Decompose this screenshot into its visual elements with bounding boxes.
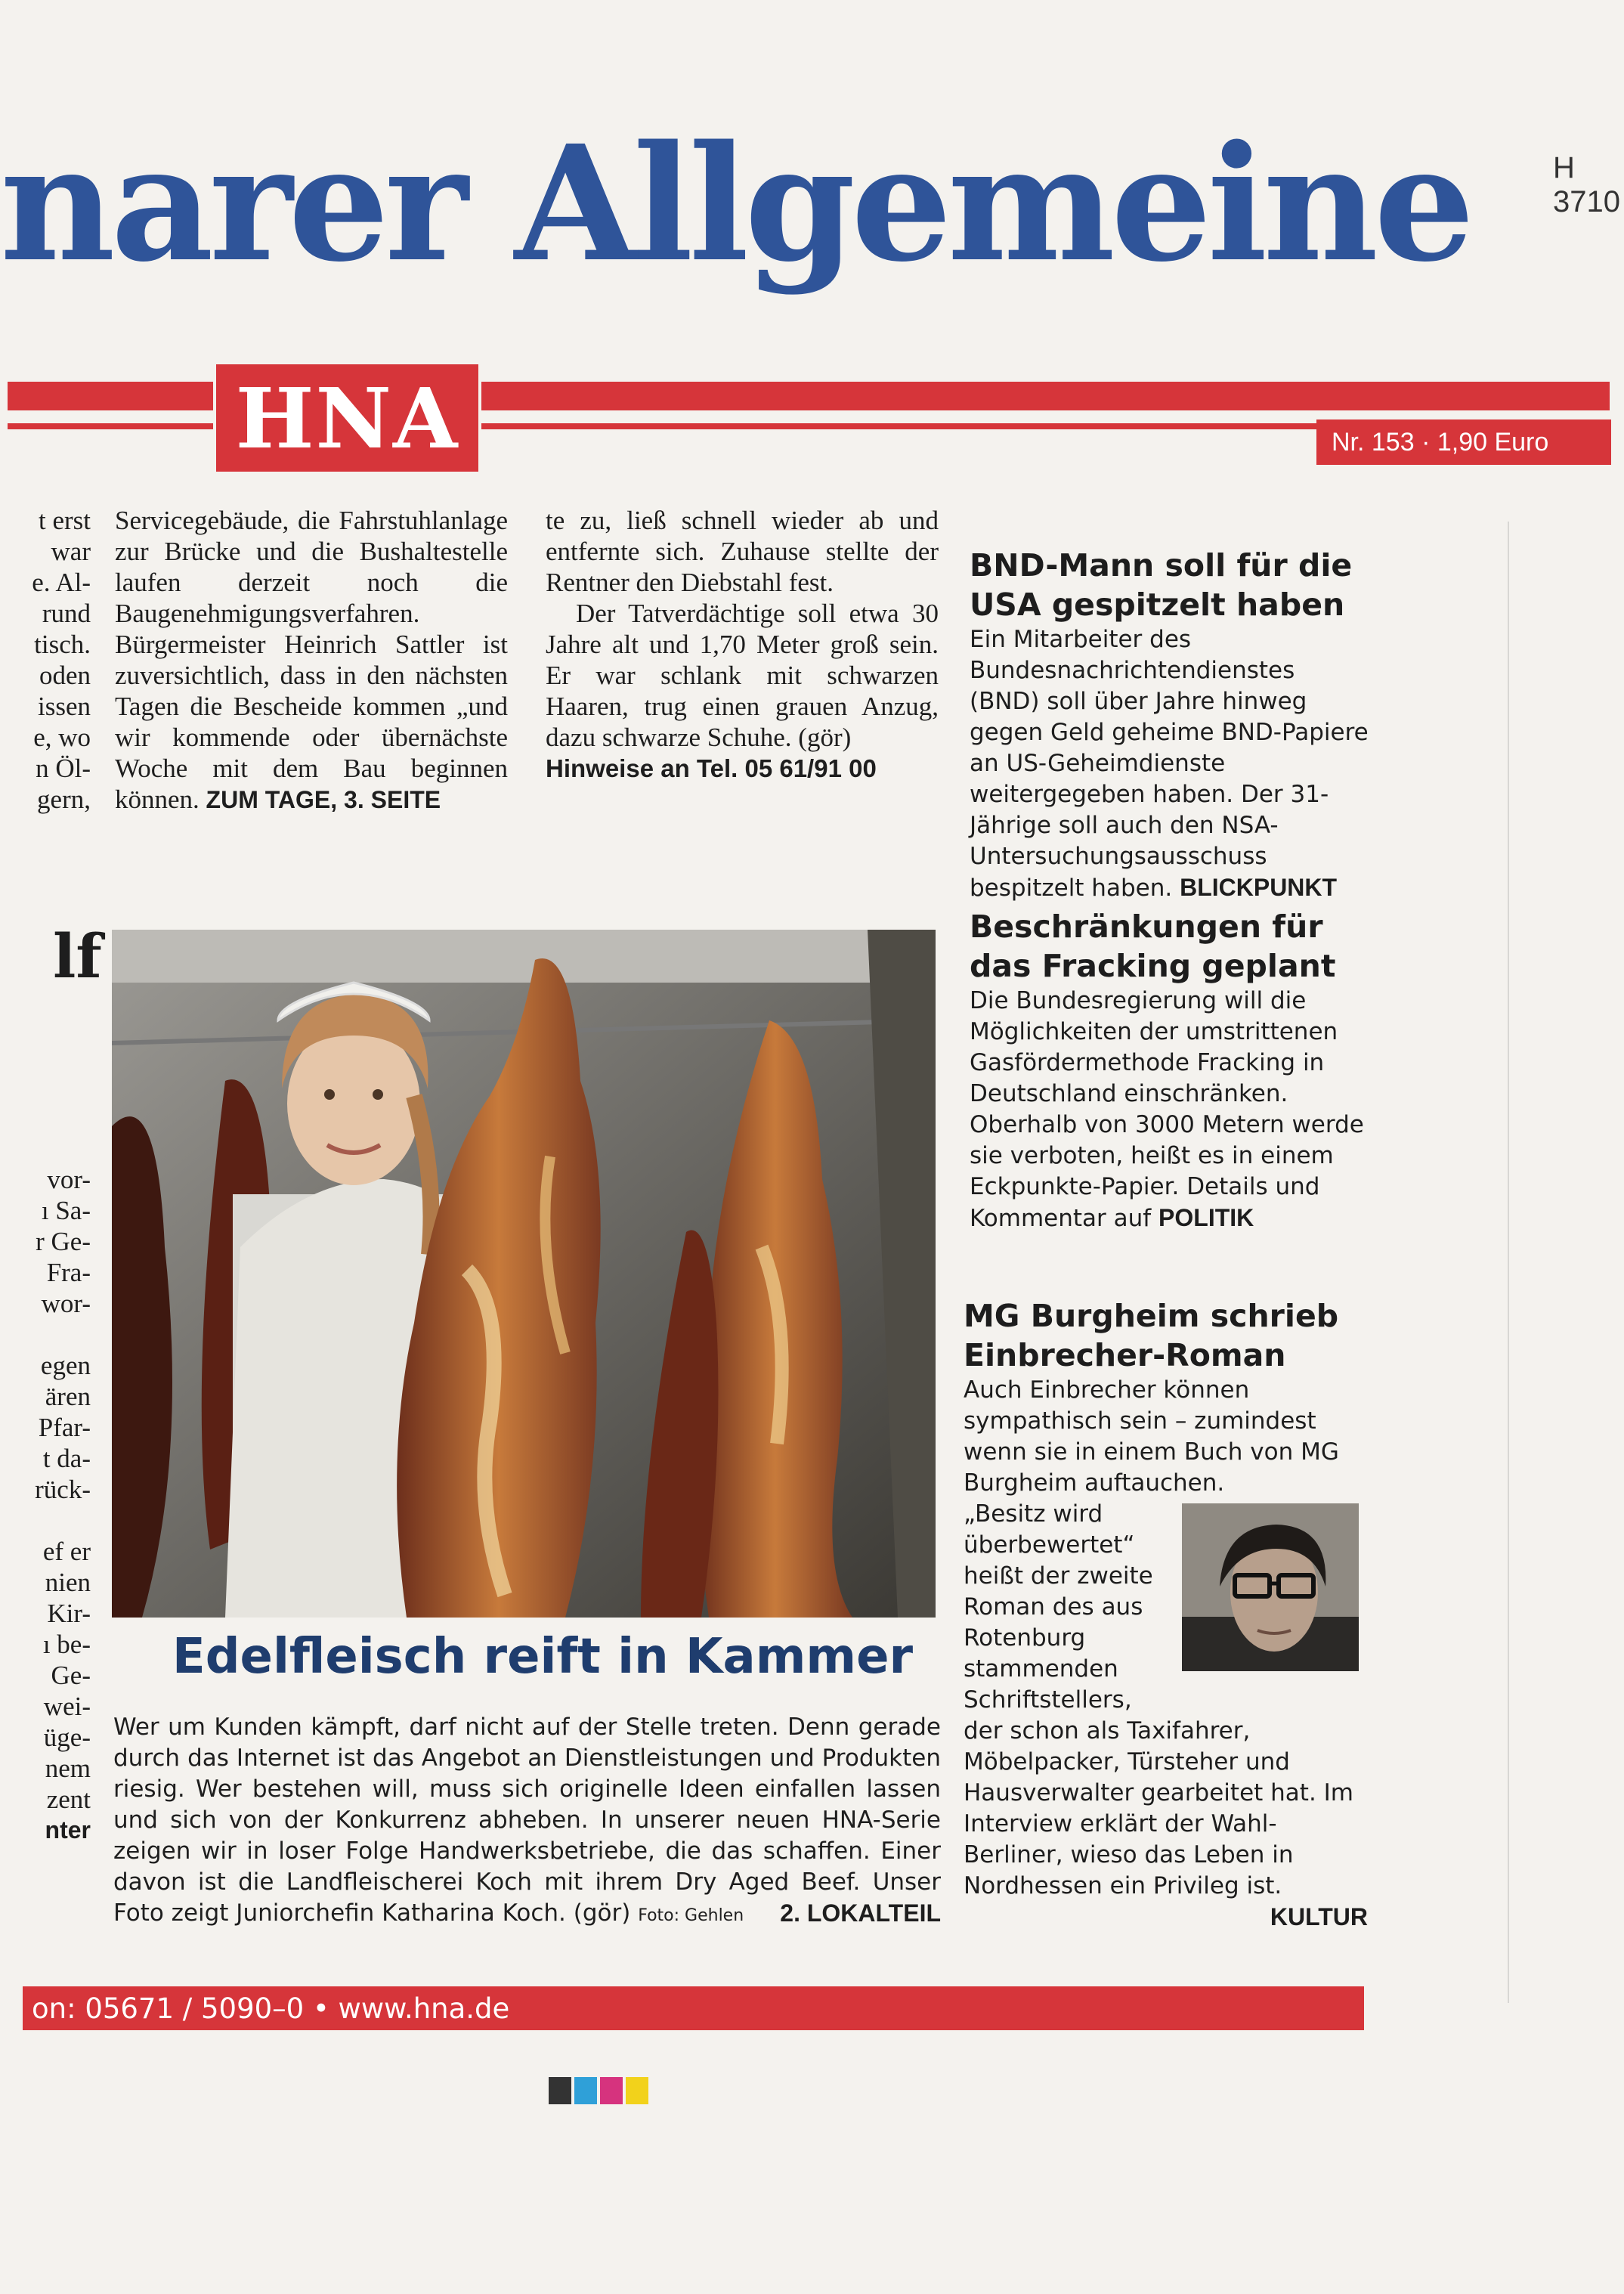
brief-burgheim-title-1: MG Burgheim schrieb: [964, 1298, 1339, 1334]
photo-story-caption-text: Wer um Kunden kämpft, darf nicht auf der Stelle treten. Denn gerade durch das Internet ist das Angebot an Dienstleistungen und Produkten riesig. Wer bestehen will, muss sich originelle Ideen einfallen lassen und sich von der Konkurrenz abheben. In unserer neuen HNA-Serie zeigen wir in loser Folge Handwerksbetriebe, die das schaffen. Einer davon ist die Landfleischerei Koch mit ihrem Dry Aged Beef. Unser Foto zeigt Juniorchefin Katharina Koch. (gör): [113, 1714, 941, 1927]
brief-bnd-title-2: USA gespitzelt haben: [970, 587, 1345, 623]
color-mark-black: [549, 2077, 571, 2104]
left-headline-fragment: lf: [53, 921, 102, 992]
brief-bnd-title-1: BND-Mann soll für die: [970, 547, 1353, 584]
butcher-photo: [112, 930, 936, 1618]
left-fragment-bottom: vor- ı Sa- r Ge- Fra- wor- egen ären Pfar- t da- rück- ef er nien Kir- ı be- Ge- wei- üge- nem zent nter: [35, 1165, 91, 1844]
brief-fracking: [970, 907, 1370, 1234]
article-construction: [115, 505, 508, 816]
brief-burgheim: [964, 1296, 1368, 1933]
photo-story-ref: 2. LOKALTEIL: [780, 1899, 941, 1927]
article-theft-p2: Der Tatverdächtige soll etwa 30 Jahre alt und 1,70 Meter groß sein. Er war schlank mit schwarzen Haaren, trug einen grauen Anzug, dazu schwarze Schuhe. (gör): [546, 599, 939, 752]
brief-fracking-ref: POLITIK: [1158, 1204, 1254, 1231]
brief-bnd: [970, 546, 1370, 904]
brief-burgheim-text-a: Auch Einbrecher können sympathisch sein – zumindest wenn sie in einem Buch von MG Burgheim auftauchen.: [964, 1376, 1339, 1497]
brief-fracking-text: Die Bundesregierung will die Möglichkeiten der umstrittenen Gasfördermethode Fracking in Deutschland einschränken. Oberhalb von 3000 Metern werde sie verboten, heißt es in einem Eckpunkte-Papier. Details und Kommentar auf: [970, 987, 1364, 1232]
color-mark-yellow: [626, 2077, 648, 2104]
article-theft: [546, 505, 939, 784]
brief-bnd-ref: BLICKPUNKT: [1180, 874, 1338, 901]
color-mark-cyan: [574, 2077, 597, 2104]
author-portrait-image: [1182, 1503, 1359, 1671]
photo-story-title: Edelfleisch reift in Kammer: [172, 1629, 914, 1685]
color-mark-magenta: [600, 2077, 623, 2104]
butcher-photo-image: [112, 930, 936, 1618]
article-theft-p1: te zu, ließ schnell wieder ab und entfernte sich. Zuhause stellte der Rentner den Diebstahl fest.: [546, 506, 939, 597]
issue-price: Nr. 153 · 1,90 Euro: [1316, 419, 1611, 465]
masthead-title: narer Allgemeine: [0, 110, 1471, 297]
brief-burgheim-ref: KULTUR: [1270, 1903, 1368, 1930]
brief-burgheim-text-b: „Besitz wird überbewertet“ heißt der zweite Roman des aus Rotenburg stammenden Schriftstellers,: [964, 1500, 1153, 1714]
brief-fracking-title-1: Beschränkungen für: [970, 909, 1323, 945]
brief-burgheim-title-2: Einbrecher-Roman: [964, 1337, 1286, 1373]
article-theft-hint: Hinweise an Tel. 05 61/91 00: [546, 754, 877, 782]
hna-logo: HNA: [213, 361, 481, 475]
article-construction-text: Servicegebäude, die Fahrstuhlanlage zur Brücke und die Bushaltestelle laufen derzeit noch die Baugenehmigungsverfahren. Bürgermeister Heinrich Sattler ist zuversichtlich, dass in den nächsten Tagen die Bescheide kommen „und wir kommende oder übernächste Woche mit dem Bau beginnen können.: [115, 506, 508, 814]
photo-credit: Foto: Gehlen: [638, 1906, 744, 1925]
footer-contact-bar: on: 05671 / 5090–0 • www.hna.de: [23, 1986, 1364, 2030]
brief-burgheim-text-c: der schon als Taxifahrer, Möbelpacker, Türsteher und Hausverwalter gearbeitet hat. Im Interview erklärt der Wahl-Berliner, wieso das Leben in Nordhessen ein Privileg ist.: [964, 1717, 1353, 1899]
left-fragment-top: t erst war e. Al- rund tisch. oden issen e, wo n Öl- gern,: [32, 506, 91, 814]
article-construction-ref: ZUM TAGE, 3. SEITE: [206, 786, 441, 813]
photo-story-caption: [113, 1712, 941, 1931]
column-rule: [1508, 522, 1509, 2003]
brief-fracking-title-2: das Fracking geplant: [970, 948, 1336, 984]
brief-bnd-text: Ein Mitarbeiter des Bundesnachrichtendienstes (BND) soll über Jahre hinweg gegen Geld geheime BND-Papiere an US-Geheimdienste weitergegeben haben. Der 31-Jährige soll auch den NSA-Untersuchungsausschuss bespitzelt haben.: [970, 626, 1369, 902]
author-portrait: [1182, 1503, 1359, 1671]
issue-code: H 3710: [1553, 151, 1620, 218]
